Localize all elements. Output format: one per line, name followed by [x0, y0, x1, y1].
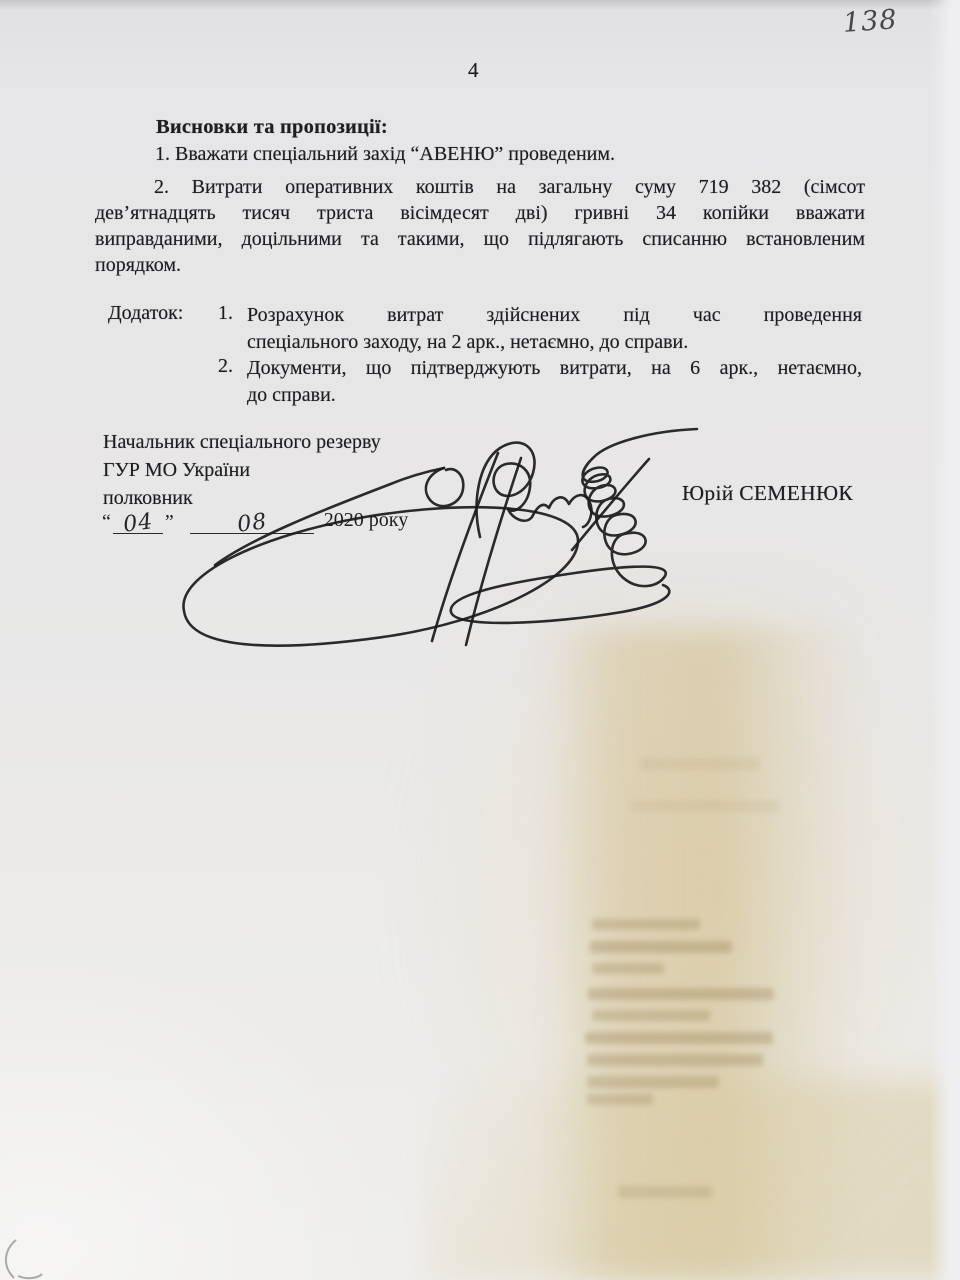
- bleed-through-line: [630, 800, 780, 812]
- date-close-quote: ”: [164, 511, 174, 533]
- bleed-through-line: [588, 988, 774, 1000]
- page-number: 4: [468, 58, 479, 82]
- point-2-paragraph: [95, 174, 865, 278]
- signoff-title-line: Начальник спеціального резерву: [103, 431, 381, 453]
- bleed-through-line: [592, 963, 664, 974]
- point-1: 1. Вважати спеціальний захід “АВЕНЮ” проведеним.: [155, 143, 616, 165]
- bleed-through-line: [587, 1094, 653, 1105]
- bleed-through-line: [592, 919, 700, 930]
- signature-ink: [160, 415, 710, 660]
- date-day-field: [113, 508, 163, 538]
- paper-corner-light: [0, 920, 420, 1280]
- paragraph-line: дев’ятнадцять тисяч триста вісімдесят дві) гривні 34 копійки вважати: [95, 202, 865, 224]
- appendix-text: [247, 302, 862, 409]
- appendix-line: до справи.: [247, 384, 336, 407]
- appendix-line: Розрахунок витрат здійснених під час проведення: [247, 304, 862, 326]
- appendix-item-number: 1.: [218, 302, 233, 324]
- paragraph-line: виправданими, доцільними та такими, що підлягають списанню встановленим: [95, 228, 865, 250]
- bleed-through-line: [640, 758, 760, 770]
- appendix-item-number: 2.: [218, 355, 233, 377]
- bleed-through-line: [587, 1054, 763, 1066]
- paragraph-line: порядком.: [95, 254, 182, 276]
- bleed-through-line: [590, 941, 732, 953]
- bleed-through-line: [587, 1076, 719, 1088]
- bleed-through-line: [618, 1186, 712, 1198]
- signer-name: Юрій СЕМЕНЮК: [682, 481, 853, 505]
- bleed-through-line: [592, 1010, 710, 1021]
- date-month-handwritten: 08: [235, 509, 269, 538]
- appendix-line: спеціального заходу, на 2 арк., нетаємно, до справи.: [247, 330, 689, 353]
- bleed-through-line: [585, 1032, 773, 1044]
- signoff-title-line: ГУР МО України: [103, 459, 251, 481]
- folio-number: 138: [841, 4, 899, 39]
- appendix-block: [108, 302, 862, 409]
- appendix-line: Документи, що підтверджують витрати, на 6 арк., нетаємно,: [247, 357, 862, 380]
- paragraph-line: 2. Витрати оперативних коштів на загальну суму 719 382 (сімсот: [154, 176, 865, 198]
- date-year-label: 2020 року: [323, 509, 409, 531]
- date-day-handwritten: 04: [121, 509, 155, 538]
- section-heading: Висновки та пропозиції:: [156, 116, 388, 138]
- date-open-quote: “: [102, 511, 111, 533]
- bleed-through-stain-bottom: [430, 1080, 960, 1280]
- signoff-title-line: полковник: [103, 487, 193, 509]
- pencil-mark: [0, 1236, 54, 1280]
- appendix-label: Додаток:: [108, 302, 184, 324]
